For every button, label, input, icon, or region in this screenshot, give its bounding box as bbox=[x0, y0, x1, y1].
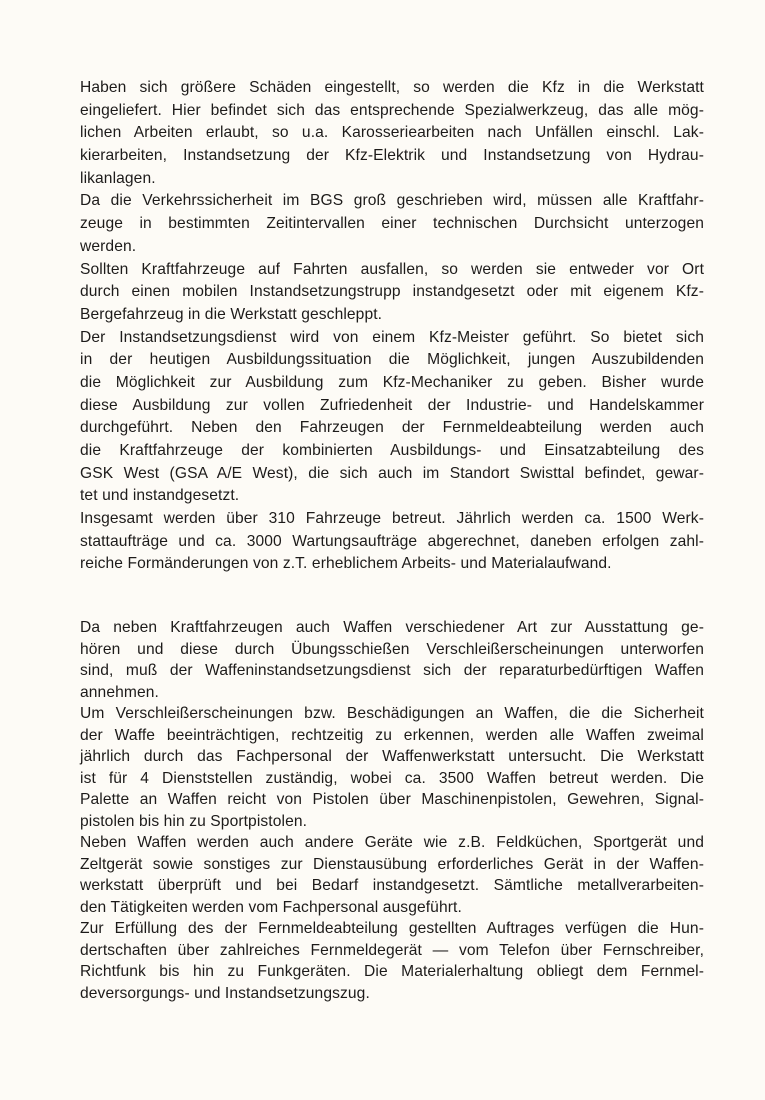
text-line: Zeltgerät sowie sonstiges zur Dienstausübung erforderliches Gerät in der Waffen- bbox=[80, 855, 704, 873]
text-line: stattaufträge und ca. 3000 Wartungsaufträge abgerechnet, daneben erfolgen zahl- bbox=[80, 532, 704, 550]
text-line: likanlagen. bbox=[80, 169, 156, 187]
paragraph bbox=[80, 617, 704, 703]
text-line: Da die Verkehrssicherheit im BGS groß geschrieben wird, müssen alle Kraftfahr- bbox=[80, 192, 704, 210]
text-line: Richtfunk bis hin zu Funkgeräten. Die Materialerhaltung obliegt dem Fernmel- bbox=[80, 963, 704, 980]
paragraph bbox=[80, 259, 704, 327]
text-section-weapons bbox=[80, 617, 704, 1004]
text-line: zeuge in bestimmten Zeitintervallen einer technischen Durchsicht unterzogen bbox=[80, 215, 704, 233]
text-line: Der Instandsetzungsdienst wird von einem Kfz-Meister geführt. So bietet sich bbox=[80, 328, 704, 346]
text-line: tet und instandgesetzt. bbox=[80, 487, 240, 505]
text-line: werkstatt überprüft und bei Bedarf instandgesetzt. Sämtliche metallverarbeiten- bbox=[80, 877, 704, 894]
text-line: Zur Erfüllung des der Fernmeldeabteilung gestellten Auftrages verfügen die Hun- bbox=[80, 920, 704, 937]
text-line: Neben Waffen werden auch andere Geräte wie z.B. Feldküchen, Sportgerät und bbox=[80, 834, 704, 851]
text-line: reiche Formänderungen von z.T. erheblichem Arbeits- und Materialaufwand. bbox=[80, 555, 612, 573]
text-line: Haben sich größere Schäden eingestellt, so werden die Kfz in die Werkstatt bbox=[80, 79, 704, 96]
text-line: durch einen mobilen Instandsetzungstrupp instandgesetzt oder mit eigenem Kfz- bbox=[80, 283, 704, 301]
text-section-vehicles bbox=[80, 77, 704, 576]
text-line: pistolen bis hin zu Sportpistolen. bbox=[80, 812, 308, 830]
text-line: deversorgungs- und Instandsetzungszug. bbox=[80, 984, 370, 1002]
text-line: Sollten Kraftfahrzeuge auf Fahrten ausfallen, so werden sie entweder vor Ort bbox=[80, 260, 704, 278]
text-line: die Möglichkeit zur Ausbildung zum Kfz-Mechaniker zu geben. Bisher wurde bbox=[80, 373, 704, 391]
text-line: die Kraftfahrzeuge der kombinierten Ausbildungs- und Einsatzabteilung des bbox=[80, 442, 704, 459]
text-line: in der heutigen Ausbildungssituation die Möglichkeit, jungen Auszubildenden bbox=[80, 351, 704, 369]
text-line: der Waffe beeinträchtigen, rechtzeitig zu erkennen, werden alle Waffen zweimal bbox=[80, 726, 704, 744]
text-line: jährlich durch das Fachpersonal der Waffenwerkstatt untersucht. Die Werkstatt bbox=[80, 748, 704, 765]
text-line: werden. bbox=[80, 237, 137, 255]
text-line: GSK West (GSA A/E West), die sich auch im Standort Swisttal befindet, gewar- bbox=[80, 464, 704, 482]
paragraph bbox=[80, 918, 704, 1004]
text-line: Um Verschleißerscheinungen bzw. Beschädigungen an Waffen, die die Sicherheit bbox=[80, 705, 704, 722]
paragraph bbox=[80, 508, 704, 576]
text-line: lichen Arbeiten erlaubt, so u.a. Karosseriearbeiten nach Unfällen einschl. Lak- bbox=[80, 124, 704, 142]
text-line: hören und diese durch Übungsschießen Verschleißerscheinungen unterworfen bbox=[80, 640, 704, 658]
paragraph bbox=[80, 77, 704, 190]
text-line: Insgesamt werden über 310 Fahrzeuge betreut. Jährlich werden ca. 1500 Werk- bbox=[80, 510, 704, 528]
paragraph bbox=[80, 190, 704, 258]
text-line: eingeliefert. Hier befindet sich das entsprechende Spezialwerkzeug, das alle mög- bbox=[80, 101, 704, 119]
text-line: kierarbeiten, Instandsetzung der Kfz-Elektrik und Instandsetzung von Hydrau- bbox=[80, 147, 704, 165]
paragraph bbox=[80, 832, 704, 918]
text-line: annehmen. bbox=[80, 683, 159, 701]
text-line: dertschaften über zahlreiches Fernmeldegerät — vom Telefon über Fernschreiber, bbox=[80, 941, 704, 959]
paragraph bbox=[80, 327, 704, 509]
text-line: Palette an Waffen reicht von Pistolen über Maschinenpistolen, Gewehren, Signal- bbox=[80, 791, 704, 808]
text-line: Da neben Kraftfahrzeugen auch Waffen verschiedener Art zur Ausstattung ge- bbox=[80, 619, 704, 636]
paragraph bbox=[80, 703, 704, 832]
text-line: ist für 4 Dienststellen zuständig, wobei ca. 3500 Waffen betreut werden. Die bbox=[80, 769, 704, 787]
text-line: diese Ausbildung zur vollen Zufriedenheit der Industrie- und Handelskammer bbox=[80, 396, 704, 414]
text-line: sind, muß der Waffeninstandsetzungsdienst sich der reparaturbedürftigen Waffen bbox=[80, 662, 704, 679]
text-line: den Tätigkeiten werden vom Fachpersonal ausgeführt. bbox=[80, 898, 462, 916]
text-line: durchgeführt. Neben den Fahrzeugen der Fernmeldeabteilung werden auch bbox=[80, 419, 704, 437]
text-line: Bergefahrzeug in die Werkstatt geschleppt. bbox=[80, 305, 383, 323]
